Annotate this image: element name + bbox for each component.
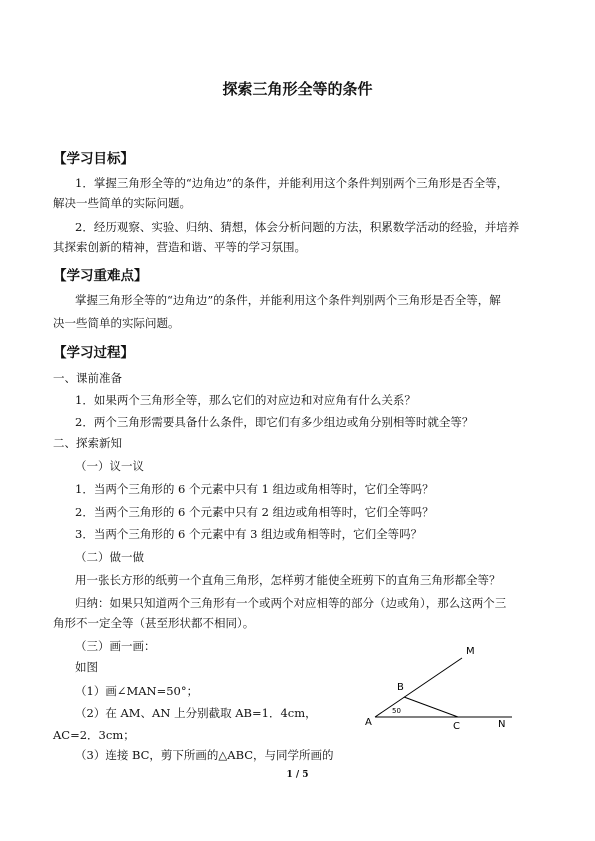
part-1-heading: 一、课前准备 [53,371,122,385]
goal-2-line-2: 其探索创新的精神，营造和谐、平等的学习氛围。 [53,240,306,254]
summary-line-1: 归纳：如果只知道两个三角形有一个或两个对应相等的部分（边或角），那么这两个三 [75,596,507,610]
key-points-line-1: 掌握三角形全等的“边角边”的条件，并能利用这个条件判别两个三角形是否全等，解 [75,293,501,307]
segment-bc [404,697,458,717]
subsection-draw: （三）画一画： [75,639,156,653]
label-n: N [498,719,506,730]
ray-am [375,658,462,717]
summary-line-2: 角形不一定全等（甚至形状都不相同）。 [53,616,255,630]
figure-intro: 如图 [75,660,98,674]
part-2-heading: 二、探索新知 [53,436,122,450]
label-a: A [365,717,372,728]
label-c: C [453,721,460,732]
process-heading: 【学习过程】 [53,345,134,361]
subsection-do: （二）做一做 [75,550,144,564]
goal-1-line-1: 1．掌握三角形全等的“边角边”的条件，并能利用这个条件判别两个三角形是否全等， [75,176,509,190]
page-title: 探索三角形全等的条件 [222,80,373,98]
draw-step-2-line-2: AC=2．3cm； [53,728,135,742]
angle-label: 50 [392,707,401,715]
goals-heading: 【学习目标】 [53,151,134,167]
question-2: 2．两个三角形需要具备什么条件，即它们有多少组边或角分别相等时就全等？ [75,415,474,429]
subsection-discuss: （一）议一议 [75,459,144,473]
key-points-line-2: 决一些简单的实际问题。 [53,316,180,330]
question-1: 1．如果两个三角形全等，那么它们的对应边和对应角有什么关系？ [75,393,416,407]
discuss-item-3: 3．当两个三角形的 6 个元素中有 3 组边或角相等时，它们全等吗？ [75,527,423,541]
key-points-heading: 【学习重难点】 [53,268,148,284]
goal-1-line-2: 解决一些简单的实际问题。 [53,196,191,210]
discuss-item-1: 1．当两个三角形的 6 个元素中只有 1 组边或角相等时，它们全等吗？ [75,482,434,496]
label-b: B [397,682,404,693]
draw-step-2-line-1: （2）在 AM、AN 上分别截取 AB=1．4cm， [75,706,317,720]
goal-2-line-1: 2．经历观察、实验、归纳、猜想，体会分析问题的方法，积累数学活动的经验，并培养 [75,220,520,234]
draw-step-3: （3）连接 BC，剪下所画的△ABC，与同学所画的 [75,748,334,762]
discuss-item-2: 2．当两个三角形的 6 个元素中只有 2 组边或角相等时，它们全等吗？ [75,505,434,519]
label-m: M [466,646,475,657]
page-number: 1 / 5 [286,770,309,780]
do-paragraph: 用一张长方形的纸剪一个直角三角形，怎样剪才能使全班剪下的直角三角形都全等？ [75,573,501,587]
draw-step-1: （1）画∠MAN=50°； [75,684,199,698]
